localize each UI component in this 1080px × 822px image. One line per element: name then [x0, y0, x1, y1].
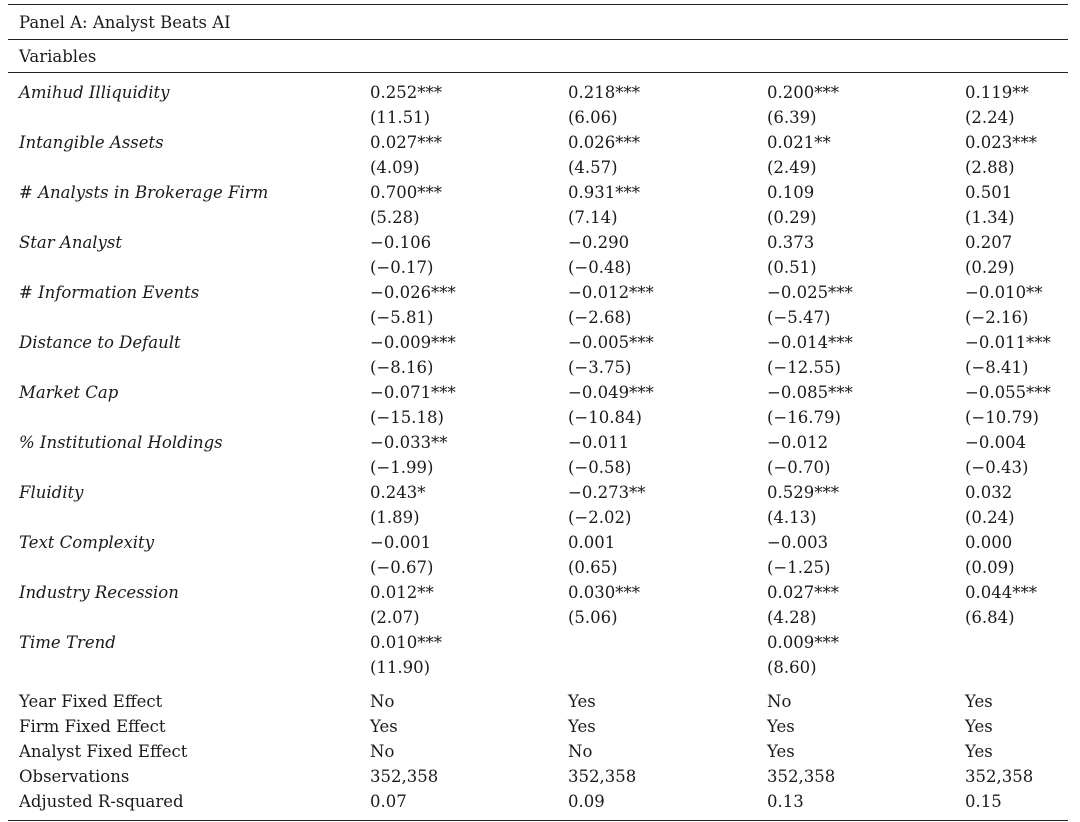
footer-value: Yes: [767, 742, 795, 761]
variable-name: Amihud Illiquidity: [19, 83, 170, 102]
t-stat-cell: (−5.81): [370, 308, 434, 327]
coefficient-cell: 0.119**: [965, 83, 1029, 102]
t-stat-cell: (0.24): [965, 508, 1015, 527]
table-row: [8, 355, 1068, 380]
t-stat-cell: (−1.25): [767, 558, 831, 577]
coefficient-cell: 0.700***: [370, 183, 442, 202]
t-stat-cell: (6.39): [767, 108, 817, 127]
coefficient-cell: 0.000: [965, 533, 1013, 552]
table-row: [8, 655, 1068, 680]
variable-name: Text Complexity: [19, 533, 155, 552]
footer-value: 352,358: [370, 767, 439, 786]
coefficient-cell: −0.005***: [568, 333, 654, 352]
variable-name: # Information Events: [19, 283, 200, 302]
t-stat-cell: (−2.02): [568, 508, 632, 527]
coefficient-cell: −0.055***: [965, 383, 1051, 402]
t-stat-cell: (11.90): [370, 658, 431, 677]
table-row: [8, 305, 1068, 330]
variables-header: [8, 40, 1068, 72]
t-stat-cell: (−8.16): [370, 358, 434, 377]
variable-name: Intangible Assets: [19, 133, 164, 152]
footer-label: Firm Fixed Effect: [19, 717, 166, 736]
t-stat-cell: (2.24): [965, 108, 1015, 127]
variable-name: Industry Recession: [19, 583, 179, 602]
footer-label: Year Fixed Effect: [19, 692, 163, 711]
table-row: [8, 739, 1068, 764]
table-row: [8, 605, 1068, 630]
panel-title: [8, 5, 1068, 39]
footer-value: Yes: [965, 692, 993, 711]
t-stat-cell: (−0.67): [370, 558, 434, 577]
coefficient-cell: −0.011***: [965, 333, 1051, 352]
t-stat-cell: (2.88): [965, 158, 1015, 177]
coefficient-cell: −0.011: [568, 433, 630, 452]
t-stat-cell: (−16.79): [767, 408, 841, 427]
footer-value: 352,358: [965, 767, 1034, 786]
coefficient-cell: −0.033**: [370, 433, 448, 452]
t-stat-cell: (7.14): [568, 208, 618, 227]
t-stat-cell: (11.51): [370, 108, 431, 127]
t-stat-cell: (−5.47): [767, 308, 831, 327]
t-stat-cell: (1.89): [370, 508, 420, 527]
t-stat-cell: (−2.16): [965, 308, 1029, 327]
variable-name: # Analysts in Brokerage Firm: [19, 183, 269, 202]
t-stat-cell: (−1.99): [370, 458, 434, 477]
table-row: [8, 180, 1068, 205]
t-stat-cell: (6.84): [965, 608, 1015, 627]
t-stat-cell: (4.13): [767, 508, 817, 527]
t-stat-cell: (−10.79): [965, 408, 1039, 427]
table-row: [8, 764, 1068, 789]
t-stat-cell: (2.07): [370, 608, 420, 627]
coefficient-cell: −0.010**: [965, 283, 1043, 302]
coefficient-cell: −0.085***: [767, 383, 853, 402]
coefficient-cell: 0.218***: [568, 83, 640, 102]
footer-value: Yes: [767, 717, 795, 736]
footer-value: 352,358: [568, 767, 637, 786]
footer-value: Yes: [370, 717, 398, 736]
coefficient-cell: −0.106: [370, 233, 432, 252]
coefficient-cell: 0.044***: [965, 583, 1037, 602]
t-stat-cell: (8.60): [767, 658, 817, 677]
footer-value: 352,358: [767, 767, 836, 786]
coefficient-cell: 0.027***: [767, 583, 839, 602]
coefficient-cell: −0.290: [568, 233, 630, 252]
table-row: [8, 280, 1068, 305]
table-body: [8, 80, 1068, 814]
t-stat-cell: (4.57): [568, 158, 618, 177]
panel-title-text: Panel A: Analyst Beats AI: [19, 12, 231, 32]
footer-label: Adjusted R-squared: [19, 792, 184, 811]
table-row: [8, 205, 1068, 230]
footer-value: No: [370, 692, 395, 711]
table-row: [8, 480, 1068, 505]
coefficient-cell: −0.012: [767, 433, 829, 452]
t-stat-cell: (−0.58): [568, 458, 632, 477]
footer-value: Yes: [965, 742, 993, 761]
coefficient-cell: −0.012***: [568, 283, 654, 302]
coefficient-cell: 0.027***: [370, 133, 442, 152]
coefficient-cell: 0.529***: [767, 483, 839, 502]
t-stat-cell: (−0.17): [370, 258, 434, 277]
t-stat-cell: (6.06): [568, 108, 618, 127]
table-row: [8, 430, 1068, 455]
table-row: [8, 380, 1068, 405]
coefficient-cell: −0.003: [767, 533, 829, 552]
coefficient-cell: −0.009***: [370, 333, 456, 352]
table-row: [8, 555, 1068, 580]
table-row: [8, 714, 1068, 739]
table-row: [8, 689, 1068, 714]
table-row: [8, 155, 1068, 180]
t-stat-cell: (0.51): [767, 258, 817, 277]
coefficient-cell: −0.026***: [370, 283, 456, 302]
footer-label: Analyst Fixed Effect: [19, 742, 188, 761]
t-stat-cell: (5.06): [568, 608, 618, 627]
coefficient-cell: −0.014***: [767, 333, 853, 352]
t-stat-cell: (−12.55): [767, 358, 841, 377]
footer-value: Yes: [568, 717, 596, 736]
t-stat-cell: (0.29): [767, 208, 817, 227]
t-stat-cell: (−0.48): [568, 258, 632, 277]
t-stat-cell: (−10.84): [568, 408, 642, 427]
variable-name: Market Cap: [19, 383, 119, 402]
coefficient-cell: −0.273**: [568, 483, 646, 502]
table-row: [8, 789, 1068, 814]
bottom-rule: [8, 820, 1068, 821]
t-stat-cell: (0.65): [568, 558, 618, 577]
t-stat-cell: (−8.41): [965, 358, 1029, 377]
coefficient-cell: 0.373: [767, 233, 815, 252]
table-row: [8, 455, 1068, 480]
t-stat-cell: (0.29): [965, 258, 1015, 277]
footer-value: 0.07: [370, 792, 407, 811]
t-stat-cell: (−15.18): [370, 408, 444, 427]
variables-header-text: Variables: [19, 46, 97, 66]
table-row: [8, 330, 1068, 355]
footer-value: 0.15: [965, 792, 1002, 811]
table-row: [8, 105, 1068, 130]
coefficient-cell: 0.001: [568, 533, 616, 552]
variable-name: Time Trend: [19, 633, 116, 652]
table-row: [8, 630, 1068, 655]
variable-name: Fluidity: [19, 483, 84, 502]
coefficient-cell: 0.010***: [370, 633, 442, 652]
table-row: [8, 80, 1068, 105]
table-row: [8, 505, 1068, 530]
table-row: [8, 580, 1068, 605]
t-stat-cell: (1.34): [965, 208, 1015, 227]
coefficient-cell: 0.023***: [965, 133, 1037, 152]
t-stat-cell: (4.09): [370, 158, 420, 177]
t-stat-cell: (2.49): [767, 158, 817, 177]
coefficient-cell: 0.012**: [370, 583, 434, 602]
coefficient-cell: −0.049***: [568, 383, 654, 402]
coefficient-cell: −0.025***: [767, 283, 853, 302]
coefficient-cell: 0.243*: [370, 483, 426, 502]
table-row: [8, 530, 1068, 555]
footer-value: No: [370, 742, 395, 761]
table-row: [8, 255, 1068, 280]
footer-value: No: [568, 742, 593, 761]
t-stat-cell: (−2.68): [568, 308, 632, 327]
coefficient-cell: 0.501: [965, 183, 1013, 202]
footer-value: No: [767, 692, 792, 711]
coefficient-cell: 0.026***: [568, 133, 640, 152]
coefficient-cell: 0.030***: [568, 583, 640, 602]
coefficient-cell: 0.207: [965, 233, 1013, 252]
coefficient-cell: −0.001: [370, 533, 432, 552]
t-stat-cell: (−0.43): [965, 458, 1029, 477]
t-stat-cell: (0.09): [965, 558, 1015, 577]
table-row: [8, 130, 1068, 155]
variable-name: Distance to Default: [19, 333, 181, 352]
footer-value: Yes: [965, 717, 993, 736]
variable-name: Star Analyst: [19, 233, 122, 252]
t-stat-cell: (5.28): [370, 208, 420, 227]
coefficient-cell: 0.200***: [767, 83, 839, 102]
table-row: [8, 405, 1068, 430]
coefficient-cell: −0.004: [965, 433, 1027, 452]
coefficient-cell: 0.252***: [370, 83, 442, 102]
coefficient-cell: 0.109: [767, 183, 815, 202]
regression-table: [8, 4, 1068, 821]
coefficient-cell: 0.021**: [767, 133, 831, 152]
coefficient-cell: 0.009***: [767, 633, 839, 652]
table-row: [8, 230, 1068, 255]
footer-label: Observations: [19, 767, 130, 786]
coefficient-cell: 0.931***: [568, 183, 640, 202]
t-stat-cell: (−3.75): [568, 358, 632, 377]
footer-value: 0.13: [767, 792, 804, 811]
footer-value: Yes: [568, 692, 596, 711]
coefficient-cell: 0.032: [965, 483, 1013, 502]
variable-name: % Institutional Holdings: [19, 433, 223, 452]
footer-value: 0.09: [568, 792, 605, 811]
t-stat-cell: (−0.70): [767, 458, 831, 477]
t-stat-cell: (4.28): [767, 608, 817, 627]
coefficient-cell: −0.071***: [370, 383, 456, 402]
